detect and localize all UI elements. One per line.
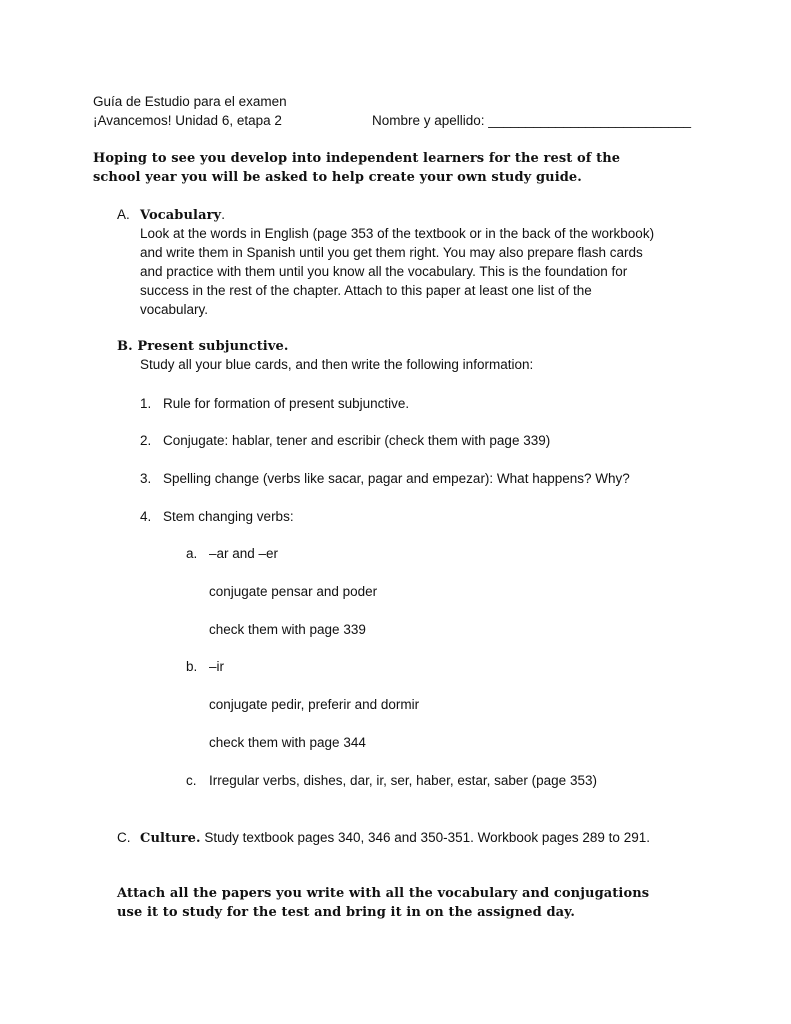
section-c-marker: C. — [117, 830, 131, 845]
list-item-4-text: Stem changing verbs: — [163, 509, 294, 524]
list-item-2-number: 2. — [140, 433, 152, 448]
sub-item-a-marker: a. — [186, 546, 198, 561]
sub-item-a-title: –ar and –er — [209, 546, 279, 561]
unit-subtitle: ¡Avancemos! Unidad 6, etapa 2 — [93, 113, 282, 128]
sub-item-b-line-1: conjugate pedir, preferir and dormir — [209, 697, 420, 712]
list-item-3-number: 3. — [140, 471, 152, 486]
section-a-line-2: and write them in Spanish until you get them right. You may also prepare flash cards — [140, 245, 643, 260]
section-a-line-4: success in the rest of the chapter. Attach to this paper at least one list of the — [140, 283, 592, 298]
section-a-marker: A. — [117, 207, 130, 222]
sub-item-b-title: –ir — [209, 659, 225, 674]
sub-item-b-line-2: check them with page 344 — [209, 735, 366, 750]
sub-item-a-line-2: check them with page 339 — [209, 622, 366, 637]
section-b-intro: Study all your blue cards, and then write the following information: — [140, 357, 534, 372]
sub-item-c-marker: c. — [186, 773, 197, 788]
list-item-2-text: Conjugate: hablar, tener and escribir (check them with page 339) — [163, 433, 551, 448]
list-item-1-text: Rule for formation of present subjunctive. — [163, 396, 410, 411]
closing-line-1: Attach all the papers you write with all the vocabulary and conjugations — [117, 886, 650, 901]
section-a-line-5: vocabulary. — [140, 302, 209, 317]
section-a-line-3: and practice with them until you know all the vocabulary. This is the foundation for — [140, 264, 628, 279]
list-item-4-number: 4. — [140, 509, 152, 524]
intro-line-1: Hoping to see you develop into independent learners for the rest of the — [93, 151, 621, 166]
name-field-label: Nombre y apellido: ___________________________ — [372, 113, 692, 128]
section-c-heading: Culture. — [140, 831, 201, 846]
section-b-heading: B. Present subjunctive. — [117, 339, 289, 354]
sub-item-b-marker: b. — [186, 659, 198, 674]
document-title: Guía de Estudio para el examen — [93, 94, 287, 109]
section-a-heading-wrap — [140, 207, 225, 223]
section-a-line-1: Look at the words in English (page 353 of the textbook or in the back of the workbook) — [140, 226, 655, 241]
sub-item-a-line-1: conjugate pensar and poder — [209, 584, 378, 599]
list-item-1-number: 1. — [140, 396, 152, 411]
section-c-text: Study textbook pages 340, 346 and 350-351. Workbook pages 289 to 291. — [200, 830, 650, 845]
section-a-heading: Vocabulary — [140, 208, 222, 223]
closing-line-2: use it to study for the test and bring it in on the assigned day. — [117, 905, 575, 920]
section-a-heading-period: . — [221, 207, 225, 222]
section-c-line — [140, 830, 650, 846]
intro-line-2: school year you will be asked to help create your own study guide. — [93, 170, 582, 185]
list-item-3-text: Spelling change (verbs like sacar, pagar and empezar): What happens? Why? — [163, 471, 630, 486]
sub-item-c-title: Irregular verbs, dishes, dar, ir, ser, haber, estar, saber (page 353) — [209, 773, 597, 788]
